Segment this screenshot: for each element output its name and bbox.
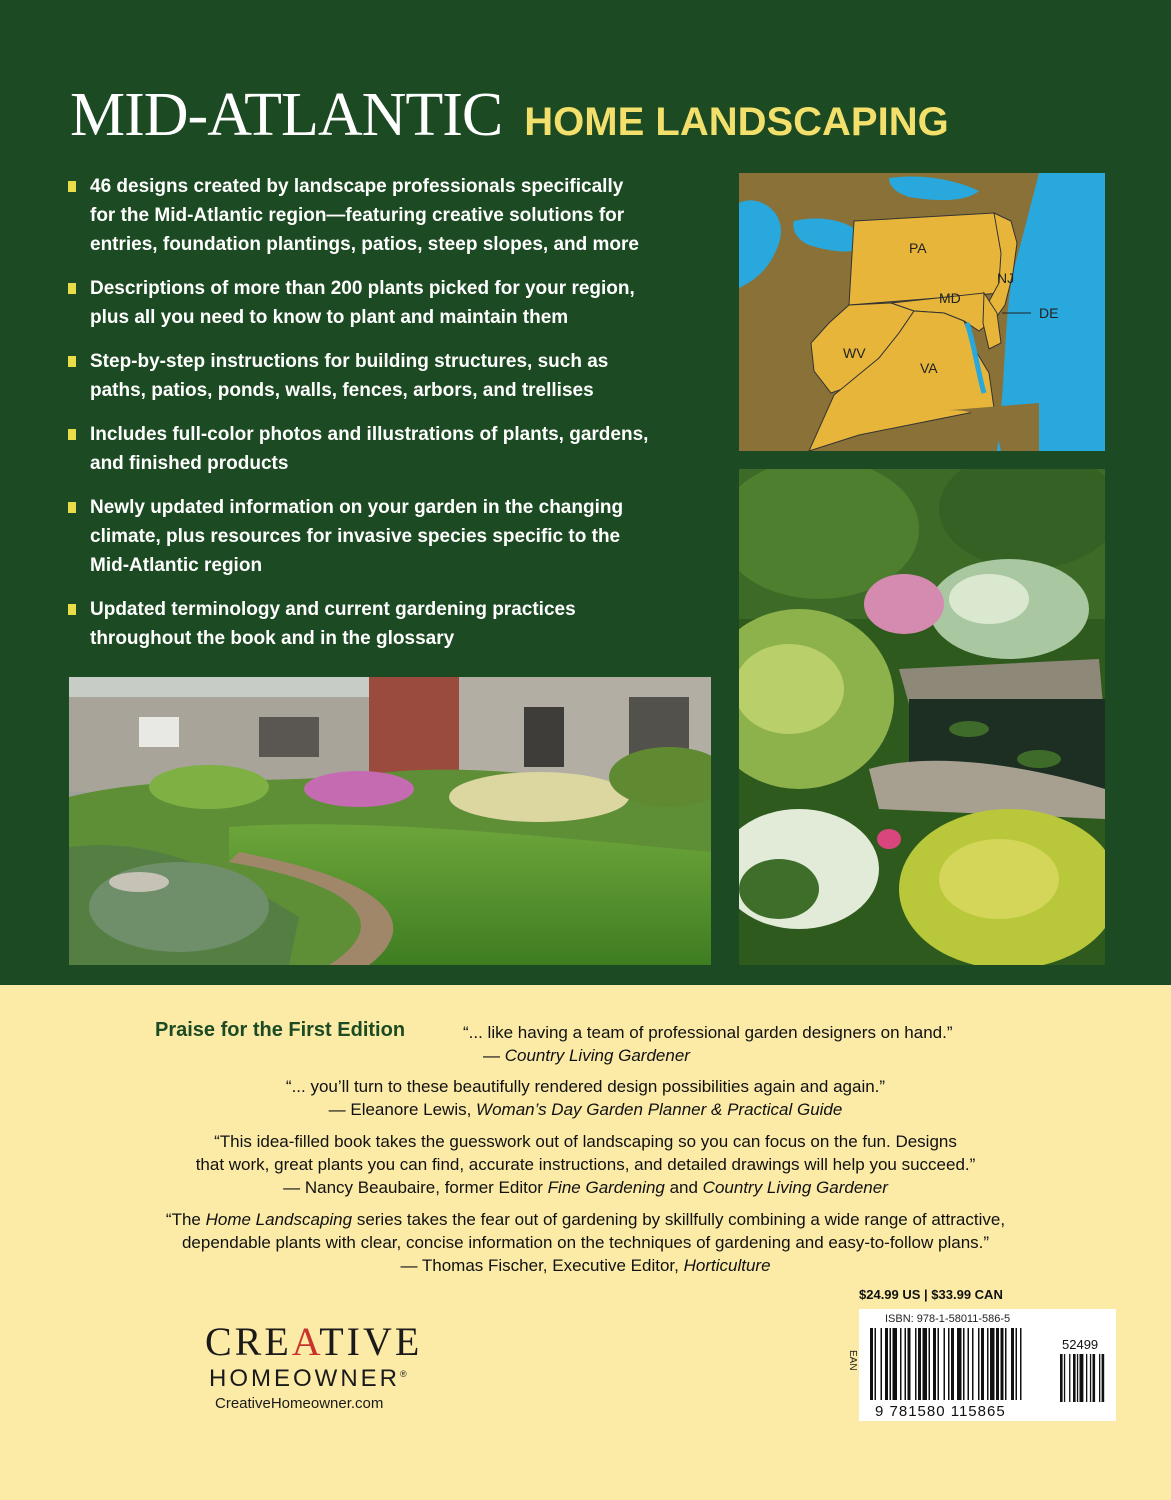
attribution-source: Country Living Gardener [504,1046,690,1065]
feature-text: entries, foundation plantings, patios, steep slopes, and more [90,234,639,255]
cover-title [70,80,949,151]
quote-nancy-beaubaire [0,1130,1171,1199]
quote-thomas-fischer [0,1208,1171,1277]
quote-text-line-1 [0,1208,1171,1231]
bullet-square-icon [68,181,76,192]
quote-series-name: Home Landscaping [205,1210,353,1229]
quote-text-line-2: dependable plants with clear, concise information on the techniques of gardening and easy-to-follow plans.” [181,1233,990,1252]
attribution-source-1: Fine Gardening [547,1178,665,1197]
attribution-source: Woman’s Day Garden Planner & Practical Guide [476,1100,843,1119]
barcode-bar [1020,1328,1022,1400]
barcode-bar [968,1328,970,1400]
barcode-bar [972,1328,974,1400]
bullet-square-icon [68,604,76,615]
barcode-bar [996,1328,999,1400]
map-label-nj: NJ [997,270,1015,286]
barcode-bar [933,1328,936,1400]
logo-homeowner: HOMEOWNER [209,1365,400,1392]
isbn-text: ISBN: 978-1-58011-586-5 [885,1313,1011,1325]
publisher-url[interactable]: CreativeHomeowner.com [215,1395,384,1412]
barcode-bar [990,1328,995,1400]
quote-attribution [0,1098,1171,1121]
feature-text: Mid-Atlantic region [90,555,263,576]
logo-text-a: CRE [205,1319,292,1364]
quote-text: “... you’ll turn to these beautifully rendered design possibilities again and again.” [285,1077,886,1096]
price-label: $24.99 US | $33.99 CAN [859,1287,1003,1302]
barcode-bar [875,1328,877,1400]
feature-item [68,347,718,405]
bullet-square-icon [68,502,76,513]
attribution-name: — Eleanore Lewis, [328,1100,477,1119]
barcode-bar [948,1328,950,1400]
feature-text: Includes full-color photos and illustrations of plants, gardens, [90,424,649,445]
house-garden-photo [69,677,711,965]
quote-text-line-1: “This idea-filled book takes the guesswork out of landscaping so you can focus on the fun. Designs [214,1132,957,1151]
barcode-bar [915,1328,917,1400]
feature-list [68,172,718,668]
hosta-garden-photo [739,469,1105,965]
attribution-and: and [664,1178,703,1197]
attribution-source: Horticulture [683,1256,771,1275]
quote-text-line-2: that work, great plants you can find, accurate instructions, and detailed drawings will help you succeed.” [195,1155,976,1174]
quote-text: “... like having a team of professional garden designers on hand.” [463,1023,953,1042]
title-series: HOME LANDSCAPING [524,100,949,144]
feature-item [68,595,718,653]
map-label-de: DE [1039,305,1059,321]
barcode-bar [944,1328,946,1400]
registered-mark-icon: ® [400,1369,407,1379]
bullet-square-icon [68,429,76,440]
map-state-pa [849,213,1007,305]
ean-label: EAN [847,1350,858,1371]
barcode-bar [923,1328,928,1400]
map-label-md: MD [939,290,961,306]
feature-text: Newly updated information on your garden in the changing [90,497,624,518]
barcode-bar [1016,1328,1018,1400]
feature-text: for the Mid-Atlantic region—featuring creative solutions for [90,205,625,226]
quote-attribution [0,1176,1171,1199]
barcode-addon-bar [1077,1354,1078,1402]
map-label-wv: WV [843,345,866,361]
feature-text: Descriptions of more than 200 plants picked for your region, [90,278,635,299]
barcode-bar [890,1328,892,1400]
attribution-name: — Nancy Beaubaire, former Editor [283,1178,548,1197]
feature-text: 46 designs created by landscape professionals specifically [90,176,624,197]
title-region: MID-ATLANTIC [70,81,503,149]
barcode-addon-bar [1060,1354,1063,1402]
attribution-dash: — [483,1046,505,1065]
feature-text: climate, plus resources for invasive species specific to the [90,526,621,547]
barcode-bar [885,1328,888,1400]
barcode-addon: 52499 [1062,1337,1099,1352]
feature-text: paths, patios, ponds, walls, fences, arbors, and trellises [90,380,594,401]
feature-item [68,274,718,332]
barcode-bar [900,1328,902,1400]
barcode-bar [893,1328,898,1400]
barcode-addon-bar [1090,1354,1091,1402]
logo-wordmark-bottom [209,1365,445,1393]
feature-text: throughout the book and in the glossary [90,628,455,649]
barcode-addon-bar [1099,1354,1100,1402]
quote-country-living [463,1021,953,1067]
attribution-source-2: Country Living Gardener [702,1178,888,1197]
barcode-bar [957,1328,962,1400]
feature-item [68,172,718,259]
publisher-logo [205,1318,445,1412]
map-label-va: VA [920,360,938,376]
feature-item [68,493,718,580]
barcode-bar [938,1328,940,1400]
barcode-bar [918,1328,921,1400]
barcode-bar [881,1328,883,1400]
barcode-bar [981,1328,984,1400]
barcode-bar [987,1328,989,1400]
quote-prefix: “The [165,1210,206,1229]
barcode-addon-bar [1093,1354,1096,1402]
barcode-addon-bar [1080,1354,1084,1402]
bullet-square-icon [68,283,76,294]
barcode-bar [1001,1328,1004,1400]
barcode-bar [929,1328,931,1400]
barcode-addon-bar [1102,1354,1105,1402]
barcode-addon-bar [1073,1354,1076,1402]
feature-text: plus all you need to know to plant and maintain them [90,307,569,328]
feature-text: Updated terminology and current gardening practices [90,599,576,620]
quote-eleanore-lewis [0,1075,1171,1121]
barcode-addon-bar [1069,1354,1070,1402]
barcode-bar [870,1328,873,1400]
logo-text-b: TIVE [319,1319,423,1364]
barcode-bar [951,1328,954,1400]
barcode-bar [978,1328,980,1400]
barcode-number: 9 781580 115865 [875,1403,1006,1420]
feature-text: Step-by-step instructions for building structures, such as [90,351,609,372]
map-label-pa: PA [909,240,927,256]
barcode-bar [1011,1328,1014,1400]
logo-wordmark-top [205,1318,445,1365]
barcode-bar [1005,1328,1007,1400]
barcode-addon-bar [1086,1354,1087,1402]
region-map [739,173,1105,451]
feature-item [68,420,718,478]
feature-text: and finished products [90,453,289,474]
house-roof-icon: A [291,1319,320,1364]
barcode-bar [905,1328,907,1400]
barcode-addon-bar [1064,1354,1065,1402]
quote-remainder: series takes the fear out of gardening by skillfully combining a wide range of attractive, [352,1210,1006,1229]
quote-attribution [463,1044,953,1067]
quote-attribution [0,1254,1171,1277]
attribution-name: — Thomas Fischer, Executive Editor, [400,1256,684,1275]
praise-heading: Praise for the First Edition [155,1019,406,1041]
barcode-bar [908,1328,911,1400]
barcode-bar [963,1328,965,1400]
bullet-square-icon [68,356,76,367]
